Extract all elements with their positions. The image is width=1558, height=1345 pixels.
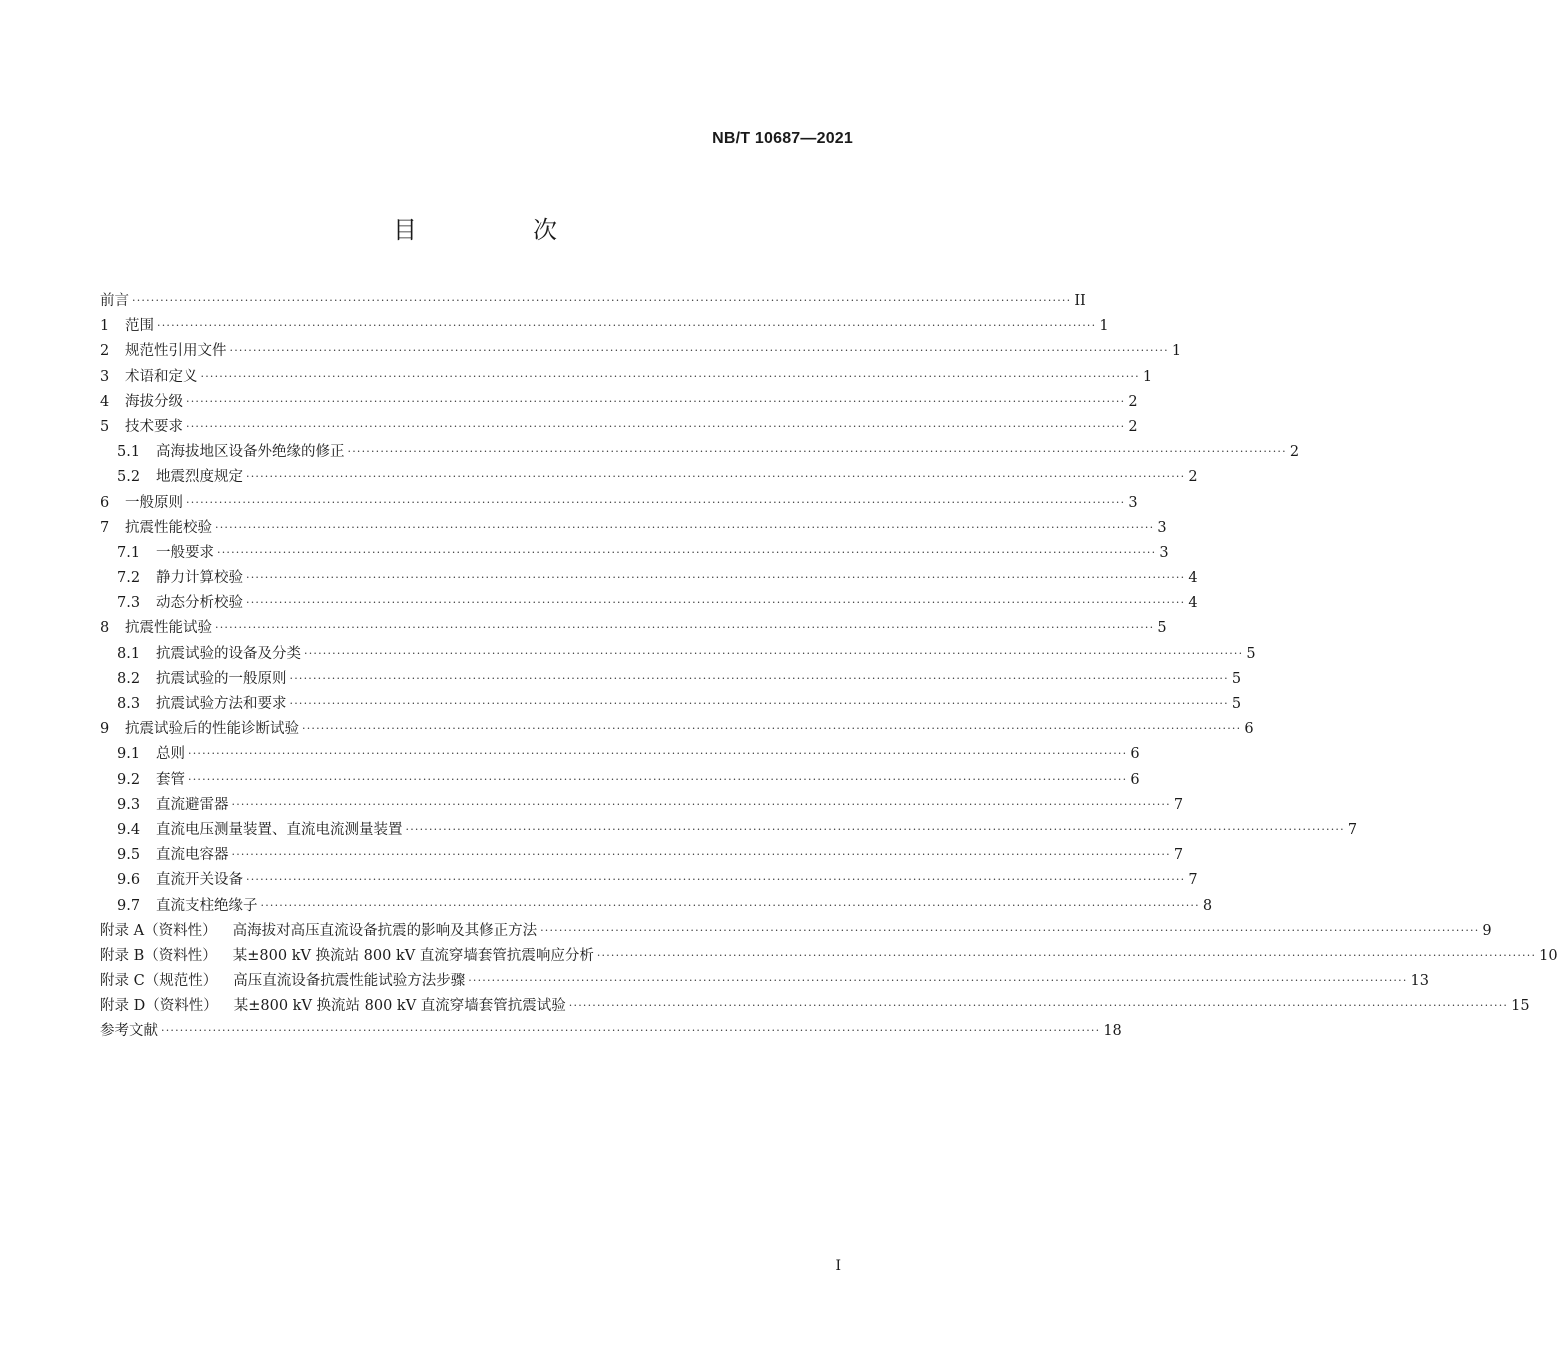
toc-entry-number: 8.1 (117, 645, 141, 662)
toc-entry-page: 5 (1231, 670, 1242, 687)
toc-entry[interactable] (100, 465, 1198, 490)
toc-entry-page: 7 (1173, 796, 1184, 813)
toc-entry-page: 1 (1142, 368, 1153, 385)
dot-leader: ········································································································································································································ (289, 697, 1229, 710)
toc-entry[interactable] (100, 843, 1184, 868)
toc-entry-title: 前言 (100, 293, 129, 309)
toc-entry[interactable] (100, 969, 1429, 994)
toc-entry-number: 8.3 (117, 696, 141, 712)
page-number: I (835, 1258, 841, 1274)
toc-entry[interactable] (100, 894, 1213, 919)
dot-leader: ········································································································································································································ (568, 999, 1509, 1013)
table-of-contents (100, 289, 1558, 1045)
toc-entry-title: 抗震性能校验 (125, 519, 212, 536)
toc-entry-page: 2 (1289, 444, 1300, 461)
toc-entry-title: 直流支柱绝缘子 (156, 897, 258, 914)
toc-entry-title: 术语和定义 (125, 368, 198, 385)
toc-entry-page: 3 (1159, 544, 1169, 561)
toc-entry-page: II (1074, 293, 1086, 309)
dot-leader: ········································································································································································································ (186, 495, 1126, 509)
dot-leader: ········································································································································································································ (200, 369, 1140, 383)
toc-entry[interactable] (100, 365, 1153, 390)
toc-entry-number: 6 (100, 494, 110, 511)
toc-entry[interactable] (100, 944, 1558, 969)
toc-entry[interactable] (100, 818, 1358, 843)
dot-leader: ········································································································································································································ (231, 797, 1171, 811)
toc-entry-title: 某±800 kV 换流站 800 kV 直流穿墙套管抗震试验 (233, 998, 566, 1015)
toc-entry-title: 抗震试验的一般原则 (156, 670, 287, 687)
toc-entry[interactable] (100, 541, 1169, 566)
toc-entry-page: 4 (1188, 595, 1198, 612)
toc-entry-number: 9.5 (117, 847, 141, 864)
toc-entry-number: 9 (100, 721, 110, 738)
toc-entry-number: 7 (100, 519, 110, 536)
toc-entry-title: 抗震试验方法和要求 (156, 696, 287, 712)
toc-entry-title: 范围 (125, 318, 154, 335)
toc-entry-page: 2 (1128, 418, 1138, 435)
toc-entry-title: 抗震试验后的性能诊断试验 (125, 721, 299, 738)
toc-entry-number: 8.2 (117, 670, 141, 687)
toc-entry-title: 抗震试验的设备及分类 (156, 645, 301, 662)
toc-entry-page: 1 (1099, 318, 1109, 335)
toc-entry-page: 4 (1188, 570, 1198, 587)
toc-entry[interactable] (100, 390, 1138, 415)
toc-entry-title: 某±800 kV 换流站 800 kV 直流穿墙套管抗震响应分析 (232, 947, 594, 964)
toc-entry[interactable] (100, 667, 1242, 692)
toc-entry-number: 附录 B（资料性） (100, 947, 217, 964)
toc-entry-page: 9 (1482, 922, 1492, 939)
standard-number: NB/T 10687—2021 (712, 130, 853, 147)
toc-entry-title: 一般原则 (125, 494, 183, 511)
toc-entry-number: 9.6 (117, 872, 141, 889)
toc-entry-title: 静力计算校验 (156, 570, 243, 587)
dot-leader: ········································································································································································································ (188, 747, 1128, 761)
toc-entry-page: 5 (1231, 696, 1242, 712)
toc-entry[interactable] (100, 717, 1254, 742)
dot-leader: ········································································································································································································ (540, 923, 1480, 937)
dot-leader: ········································································································································································································ (405, 822, 1345, 836)
dot-leader: ········································································································································································································ (217, 545, 1157, 559)
toc-entry-title: 套管 (156, 771, 185, 788)
toc-entry-title: 动态分析校验 (156, 595, 243, 612)
toc-entry-page: 2 (1188, 469, 1198, 486)
toc-entry-page: 13 (1410, 973, 1429, 990)
toc-entry-number: 9.4 (117, 821, 141, 838)
toc-entry-number: 2 (100, 343, 110, 360)
toc-entry-number: 8 (100, 620, 110, 637)
toc-entry-title: 总则 (156, 746, 185, 763)
toc-entry[interactable] (100, 768, 1140, 793)
toc-entry-page: 5 (1157, 620, 1167, 637)
toc-entry-number: 附录 D（资料性） (100, 998, 218, 1015)
dot-leader: ········································································································································································································ (246, 470, 1186, 484)
toc-entry-number: 9.1 (117, 746, 141, 763)
dot-leader: ········································································································································································································ (186, 419, 1126, 433)
toc-entry[interactable] (100, 692, 1242, 717)
toc-entry-page: 7 (1347, 821, 1358, 838)
toc-entry-page: 8 (1202, 897, 1213, 914)
toc-entry[interactable] (100, 591, 1198, 616)
toc-entry[interactable] (100, 868, 1198, 893)
dot-leader: ········································································································································································································ (132, 294, 1072, 307)
toc-entry-title: 参考文献 (100, 1023, 158, 1040)
toc-entry-page: 1 (1171, 343, 1182, 360)
toc-entry[interactable] (100, 516, 1167, 541)
toc-entry-number: 附录 A（资料性） (100, 922, 217, 939)
toc-entry-title: 高压直流设备抗震性能试验方法步骤 (233, 973, 466, 990)
dot-leader: ········································································································································································································ (246, 596, 1186, 610)
toc-entry-number: 5 (100, 418, 110, 435)
toc-entry[interactable] (100, 642, 1256, 667)
toc-entry-page: 7 (1173, 847, 1184, 864)
toc-entry[interactable] (100, 339, 1182, 364)
toc-entry-number: 7.2 (117, 570, 141, 587)
toc-entry[interactable] (100, 566, 1198, 591)
dot-leader: ········································································································································································································ (157, 319, 1097, 333)
toc-entry-title: 一般要求 (156, 544, 214, 561)
toc-entry[interactable] (100, 491, 1138, 516)
toc-entry[interactable] (100, 415, 1138, 440)
toc-entry-page: 6 (1244, 721, 1254, 738)
toc-entry-title: 直流开关设备 (156, 872, 243, 889)
toc-entry-page: 3 (1128, 494, 1138, 511)
toc-entry-number: 7.1 (117, 544, 141, 561)
toc-entry-title: 直流电容器 (156, 847, 229, 864)
toc-entry[interactable] (100, 440, 1300, 465)
toc-entry-number: 9.3 (117, 796, 141, 813)
toc-entry-page: 3 (1157, 519, 1167, 536)
toc-entry-page: 7 (1188, 872, 1198, 889)
toc-entry-title: 地震烈度规定 (156, 469, 243, 486)
toc-entry[interactable] (100, 994, 1530, 1019)
toc-entry-number: 1 (100, 318, 110, 335)
dot-leader: ········································································································································································································ (304, 646, 1244, 660)
dot-leader: ········································································································································································································ (215, 621, 1155, 635)
toc-entry-page: 6 (1130, 771, 1140, 788)
dot-leader: ········································································································································································································ (596, 948, 1537, 962)
dot-leader: ········································································································································································································ (231, 848, 1171, 862)
dot-leader: ········································································································································································································ (468, 974, 1408, 988)
toc-entry-title: 直流电压测量装置、直流电流测量装置 (156, 821, 403, 838)
dot-leader: ········································································································································································································ (302, 722, 1242, 736)
toc-entry-number: 附录 C（规范性） (100, 973, 218, 990)
toc-entry-number: 3 (100, 368, 110, 385)
dot-leader: ········································································································································································································ (161, 1024, 1101, 1038)
dot-leader: ········································································································································································································ (246, 873, 1186, 887)
toc-entry-title: 海拔分级 (125, 393, 183, 410)
toc-entry[interactable] (100, 314, 1109, 339)
toc-entry-page: 5 (1246, 645, 1256, 662)
dot-leader: ········································································································································································································ (215, 520, 1155, 534)
toc-entry-number: 5.1 (117, 444, 141, 461)
toc-entry[interactable] (100, 919, 1492, 944)
toc-entry[interactable] (100, 616, 1167, 641)
toc-entry-title: 规范性引用文件 (125, 343, 227, 360)
dot-leader: ········································································································································································································ (289, 671, 1229, 685)
toc-entry-number: 9.2 (117, 771, 141, 788)
toc-entry-page: 6 (1130, 746, 1140, 763)
dot-leader: ········································································································································································································ (347, 445, 1287, 459)
dot-leader: ········································································································································································································ (260, 898, 1200, 912)
toc-entry-number: 4 (100, 393, 110, 410)
toc-entry-title: 抗震性能试验 (125, 620, 212, 637)
toc-entry-title: 直流避雷器 (156, 796, 229, 813)
toc-entry-title: 技术要求 (125, 418, 183, 435)
dot-leader: ········································································································································································································ (246, 571, 1186, 585)
toc-entry-number: 5.2 (117, 469, 141, 486)
dot-leader: ········································································································································································································ (229, 344, 1169, 358)
toc-entry-number: 7.3 (117, 595, 141, 612)
dot-leader: ········································································································································································································ (186, 394, 1126, 408)
toc-entry-page: 15 (1511, 998, 1530, 1015)
toc-entry-title: 高海拔对高压直流设备抗震的影响及其修正方法 (232, 922, 538, 939)
page-title: 目 次 (393, 216, 603, 244)
toc-entry[interactable] (100, 793, 1184, 818)
toc-entry-number: 9.7 (117, 897, 141, 914)
toc-entry[interactable] (100, 289, 1086, 314)
toc-entry-page: 10 (1539, 947, 1558, 964)
dot-leader: ········································································································································································································ (188, 772, 1128, 786)
toc-entry-page: 2 (1128, 393, 1138, 410)
toc-entry-page: 18 (1103, 1023, 1122, 1040)
toc-entry[interactable] (100, 742, 1140, 767)
toc-entry-title: 高海拔地区设备外绝缘的修正 (156, 444, 345, 461)
toc-entry[interactable] (100, 1019, 1122, 1044)
